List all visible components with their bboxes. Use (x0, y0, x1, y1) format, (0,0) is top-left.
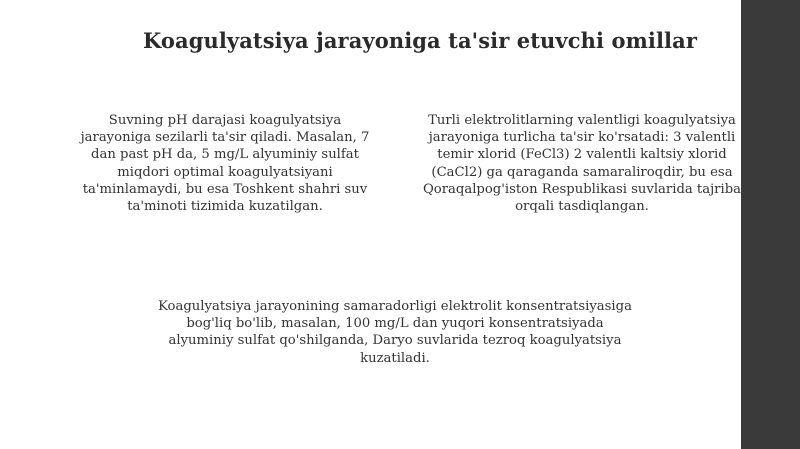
slide-title: Koagulyatsiya jarayoniga ta'sir etuvchi omillar (142, 28, 697, 53)
paragraph-electrolyte-valence: Turli elektrolitlarning valentligi koagulyatsiya jarayoniga turlicha ta'sir ko'rsatadi: 3 valentli temir xlorid (FeCl3) 2 valentli kaltsiy xlorid (CaCl2) ga qaraganda samaraliroqdir, bu esa Qoraqalpog'iston Respublikasi suvlarida tajriba orqali tasdiqlangan. (422, 113, 742, 215)
paragraph-electrolyte-concentration: Koagulyatsiya jarayonining samaradorligi elektrolit konsentratsiyasiga bog'liq bo'lib, masalan, 100 mg/L dan yuqori konsentratsiyada alyuminiy sulfat qo'shilganda, Daryo suvlarida tezroq koagulyatsiya kuzatiladi. (158, 299, 632, 366)
side-accent-bar (741, 0, 800, 449)
paragraph-ph-effect: Suvning pH darajasi koagulyatsiya jarayoniga sezilarli ta'sir qiladi. Masalan, 7 dan past pH da, 5 mg/L alyuminiy sulfat miqdori optimal koagulyatsiyani ta'minlamaydi, bu esa Toshkent shahri suv ta'minoti tizimida kuzatilgan. (80, 113, 370, 215)
